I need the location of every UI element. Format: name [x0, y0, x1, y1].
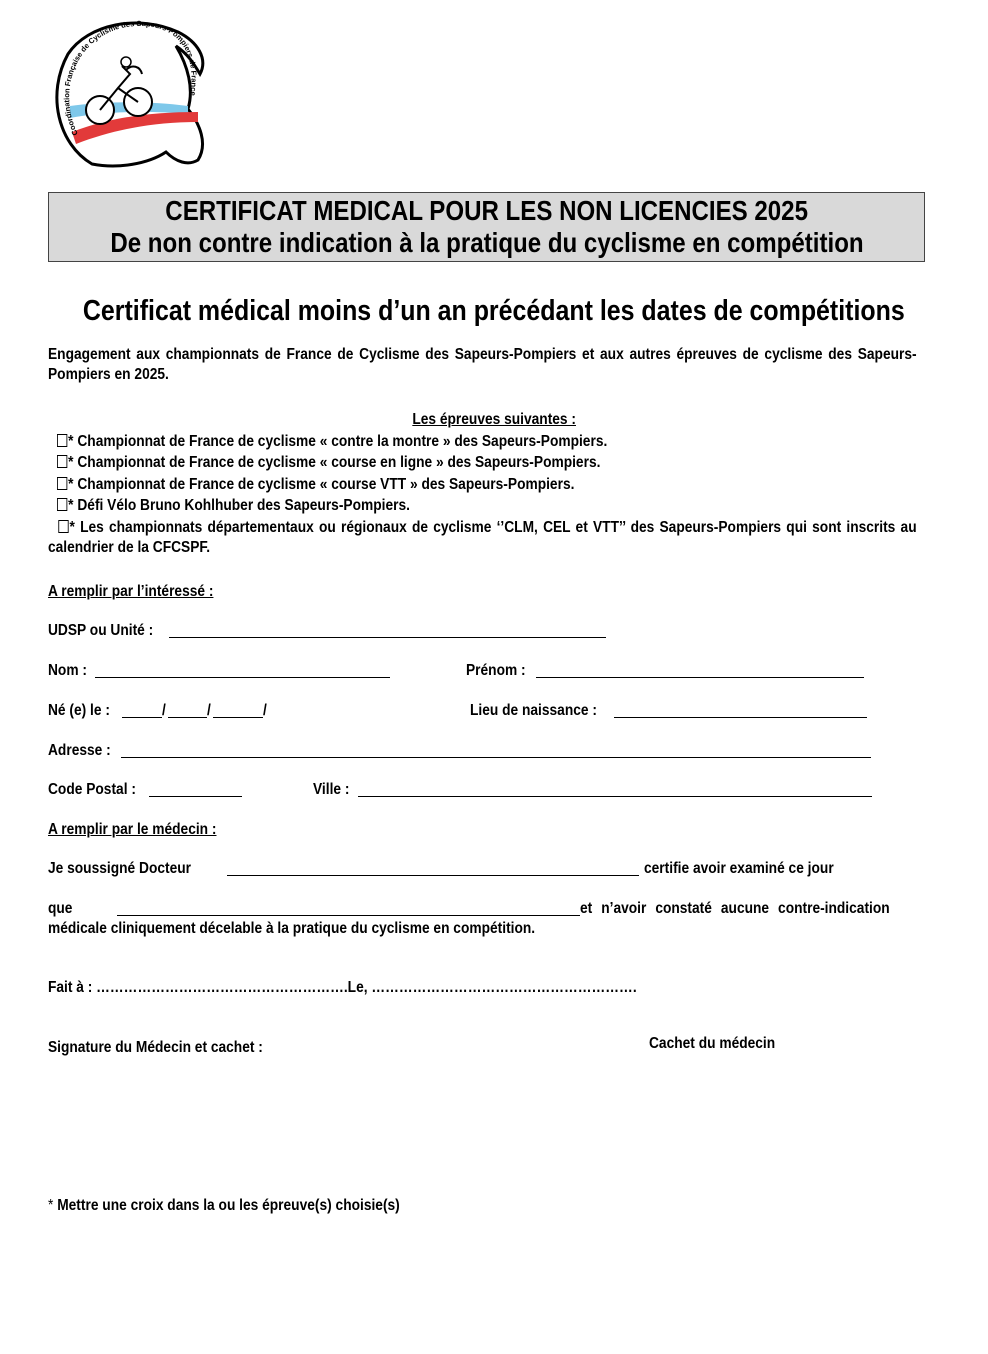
- event-item: * Championnat de France de cyclisme « course en ligne » des Sapeurs-Pompiers.: [57, 453, 600, 473]
- cachet-label: Cachet du médecin: [649, 1035, 776, 1052]
- nom-field[interactable]: [95, 677, 390, 678]
- constate-label: et n’avoir constaté aucune contre-indication: [580, 900, 890, 917]
- udsp-field[interactable]: [169, 637, 606, 638]
- udsp-label: UDSP ou Unité :: [48, 622, 154, 639]
- signature-area[interactable]: [48, 1064, 923, 1174]
- date-separator: /: [263, 702, 267, 719]
- signature-label: Signature du Médecin et cachet :: [48, 1039, 263, 1056]
- lieu-field[interactable]: [614, 717, 867, 718]
- footnote-star: *: [48, 1197, 54, 1214]
- adresse-label: Adresse :: [48, 742, 111, 759]
- fait-a-line: Fait à : ……………………………………………….Le, ………………………………………………….: [48, 979, 637, 996]
- nom-label: Nom :: [48, 662, 87, 679]
- event-item: * Championnat de France de cyclisme « course VTT » des Sapeurs-Pompiers.: [57, 475, 574, 495]
- header-title-line1: CERTIFICAT MEDICAL POUR LES NON LICENCIES 2025: [165, 195, 808, 226]
- logo: [48, 14, 210, 169]
- code-postal-field[interactable]: [149, 796, 242, 797]
- ne-label: Né (e) le :: [48, 702, 110, 719]
- footnote: [48, 1196, 400, 1216]
- birth-day-field[interactable]: [122, 717, 162, 718]
- prenom-label: Prénom :: [466, 662, 526, 679]
- que-label: que: [48, 900, 73, 917]
- birth-year-field[interactable]: [213, 717, 263, 718]
- soussigne-label: Je soussigné Docteur: [48, 860, 192, 877]
- checkbox-course-en-ligne[interactable]: [57, 455, 67, 468]
- prenom-field[interactable]: [536, 677, 864, 678]
- footnote-text: Mettre une croix dans la ou les épreuve(s) choisie(s): [57, 1197, 400, 1214]
- event-item: * Les championnats départementaux ou régionaux de cyclisme ‘’CLM, CEL et VTT’’ des Sapeurs-Pompiers qui sont inscrits au calendrier de la CFCSPF.: [48, 519, 917, 556]
- lieu-label: Lieu de naissance :: [470, 702, 597, 719]
- header-box: [48, 192, 925, 262]
- ville-label: Ville :: [313, 781, 350, 798]
- medicale-label: médicale cliniquement décelable à la pratique du cyclisme en compétition.: [48, 920, 536, 937]
- docteur-name-field[interactable]: [227, 875, 639, 876]
- checkbox-course-vtt[interactable]: [57, 477, 67, 490]
- logo-text: Coordination Française de Cyclisme des Sapeurs-Pompiers de France: [62, 18, 199, 137]
- checkbox-defi-velo[interactable]: [57, 498, 67, 511]
- header-title-line2: De non contre indication à la pratique du cyclisme en compétition: [110, 227, 864, 258]
- logo-graphic: [48, 14, 210, 169]
- person-heading: A remplir par l’intéressé :: [48, 583, 214, 600]
- code-postal-label: Code Postal :: [48, 781, 136, 798]
- event-item: * Défi Vélo Bruno Kohlhuber des Sapeurs-Pompiers.: [57, 496, 410, 516]
- checkbox-championnats-departementaux[interactable]: [58, 520, 68, 533]
- certifie-label: certifie avoir examiné ce jour: [644, 860, 834, 877]
- ville-field[interactable]: [358, 796, 872, 797]
- date-separator: /: [162, 702, 166, 719]
- checkbox-contre-la-montre[interactable]: [57, 434, 67, 447]
- event-item: * Championnat de France de cyclisme « contre la montre » des Sapeurs-Pompiers.: [57, 432, 607, 452]
- doctor-heading: A remplir par le médecin :: [48, 821, 217, 838]
- adresse-field[interactable]: [121, 757, 871, 758]
- subtitle: Certificat médical moins d’un an précédant les dates de compétitions: [83, 295, 905, 327]
- date-separator: /: [207, 702, 211, 719]
- engagement-text: Engagement aux championnats de France de Cyclisme des Sapeurs-Pompiers et aux autres épreuves de cyclisme des Sapeurs-Pompiers en 2025.: [48, 346, 917, 383]
- events-heading: Les épreuves suivantes :: [412, 411, 576, 428]
- patient-name-field[interactable]: [117, 915, 580, 916]
- birth-month-field[interactable]: [168, 717, 207, 718]
